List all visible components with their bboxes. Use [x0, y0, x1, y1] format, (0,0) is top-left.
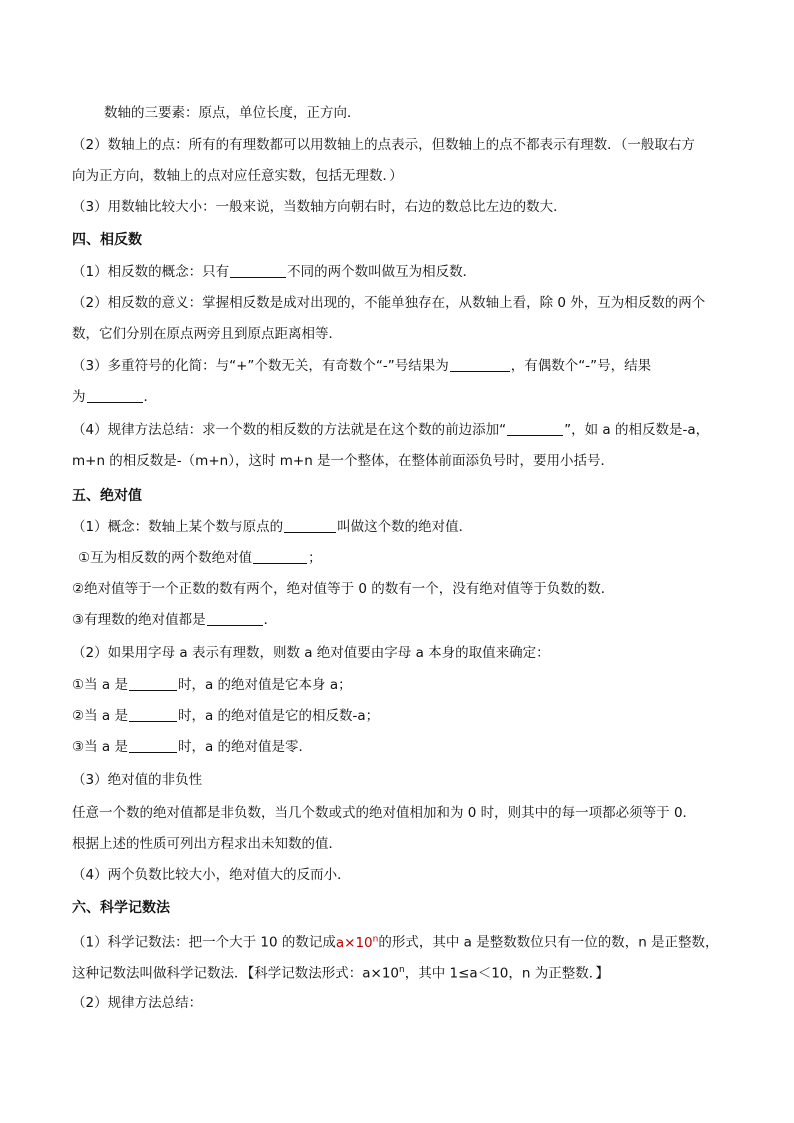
formula-exponent: n [399, 965, 405, 975]
fill-blank[interactable] [253, 549, 307, 564]
number-line-points-cont: 向为正方向，数轴上的点对应任意实数，包括无理数．） [72, 168, 403, 184]
text: ①当 a 是 [72, 677, 128, 693]
text: 时，a 的绝对值是它本身 a； [177, 677, 352, 693]
absolute-case-1 [72, 675, 352, 695]
text: （4）规律方法总结：求一个数的相反数的方法就是在这个数的前边添加“ [72, 422, 507, 438]
text: ③有理数的绝对值都是 [72, 612, 206, 628]
absolute-nonnegativity-desc: 任意一个数的绝对值都是非负数，当几个数或式的绝对值相加和为 0 时，则其中的每一项都必须等于 0． [72, 805, 697, 821]
fill-blank[interactable] [230, 263, 286, 278]
scientific-method-summary: （2）规律方法总结： [72, 995, 203, 1011]
fill-blank[interactable] [207, 611, 263, 626]
fill-blank[interactable] [129, 707, 177, 722]
heading-scientific-notation: 六、科学记数法 [72, 900, 170, 916]
multiple-sign-simplify-cont [72, 387, 157, 407]
absolute-concept [72, 517, 472, 537]
text: ①互为相反数的两个数绝对值 [78, 550, 253, 566]
opposite-meaning: （2）相反数的意义：掌握相反数是成对出现的，不能单独存在，从数轴上看，除 0 外，互为相反数的两个 [72, 295, 706, 311]
text: 的形式，其中 a 是整数数位只有一位的数，n 是正整数， [378, 934, 719, 951]
opposite-meaning-cont: 数，它们分别在原点两旁且到原点距离相等． [72, 326, 342, 342]
text: （1）科学记数法：把一个大于 10 的数记成 [72, 934, 336, 951]
formula-highlight [336, 935, 378, 951]
heading-opposite-numbers: 四、相反数 [72, 232, 142, 248]
opposite-method [72, 420, 709, 440]
absolute-nonnegativity: （3）绝对值的非负性 [72, 772, 203, 788]
absolute-point-2: ②绝对值等于一个正数的数有两个，绝对值等于 0 的数有一个，没有绝对值等于负数的数． [72, 581, 615, 597]
absolute-by-letter: （2）如果用字母 a 表示有理数，则数 a 绝对值要由字母 a 本身的取值来确定： [72, 645, 550, 661]
formula-base: a×10 [335, 934, 373, 951]
text: ． [143, 389, 157, 405]
fill-blank[interactable] [129, 738, 177, 753]
text: （1）概念：数轴上某个数与原点的 [72, 519, 284, 535]
text: ，有偶数个“-”号，结果 [510, 358, 652, 374]
heading-absolute-value: 五、绝对值 [72, 488, 142, 504]
text: 为 [72, 389, 86, 405]
text: 时，a 的绝对值是它的相反数-a； [177, 708, 380, 724]
scientific-definition [72, 929, 719, 953]
absolute-case-3 [72, 737, 312, 757]
text: ，其中 1≤a＜10，n 为正整数．】 [404, 965, 609, 982]
text: ②当 a 是 [72, 708, 128, 724]
multiple-sign-simplify [72, 356, 651, 376]
text: 这种记数法叫做科学记数法．【科学记数法形式：a×10 [72, 965, 400, 982]
formula-exponent: n [372, 934, 379, 944]
fill-blank[interactable] [507, 421, 563, 436]
absolute-point-1 [78, 548, 322, 568]
text: ． [263, 612, 278, 628]
text: （3）多重符号的化简：与“+”个数无关，有奇数个“-”号结果为 [72, 358, 449, 374]
absolute-point-3 [72, 610, 277, 630]
number-line-elements: 数轴的三要素：原点，单位长度，正方向． [104, 105, 361, 121]
absolute-nonnegativity-desc-cont: 根据上述的性质可列出方程求出未知数的值． [72, 836, 342, 852]
number-line-points: （2）数轴上的点：所有的有理数都可以用数轴上的点表示，但数轴上的点不都表示有理数．（一般取右方 [72, 137, 695, 153]
text: （1）相反数的概念：只有 [72, 264, 230, 280]
opposite-method-cont: m+n 的相反数是-（m+n），这时 m+n 是一个整体，在整体前面添负号时，要用小括号． [72, 453, 615, 469]
absolute-case-2 [72, 706, 379, 726]
fill-blank[interactable] [129, 676, 177, 691]
negative-compare: （4）两个负数比较大小，绝对值大的反而小． [72, 867, 351, 883]
number-line-compare: （3）用数轴比较大小：一般来说，当数轴方向朝右时，右边的数总比左边的数大． [72, 199, 567, 215]
text: ③当 a 是 [72, 739, 128, 755]
text: 叫做这个数的绝对值． [337, 519, 473, 535]
scientific-form [72, 960, 609, 984]
opposite-concept [72, 262, 476, 282]
text: ； [308, 550, 322, 566]
text: 时，a 的绝对值是零． [177, 739, 313, 755]
fill-blank[interactable] [450, 357, 510, 372]
text: ”，如 a 的相反数是-a， [564, 422, 710, 438]
fill-blank[interactable] [284, 518, 336, 533]
text: 不同的两个数叫做互为相反数． [287, 264, 477, 280]
fill-blank[interactable] [87, 388, 143, 403]
